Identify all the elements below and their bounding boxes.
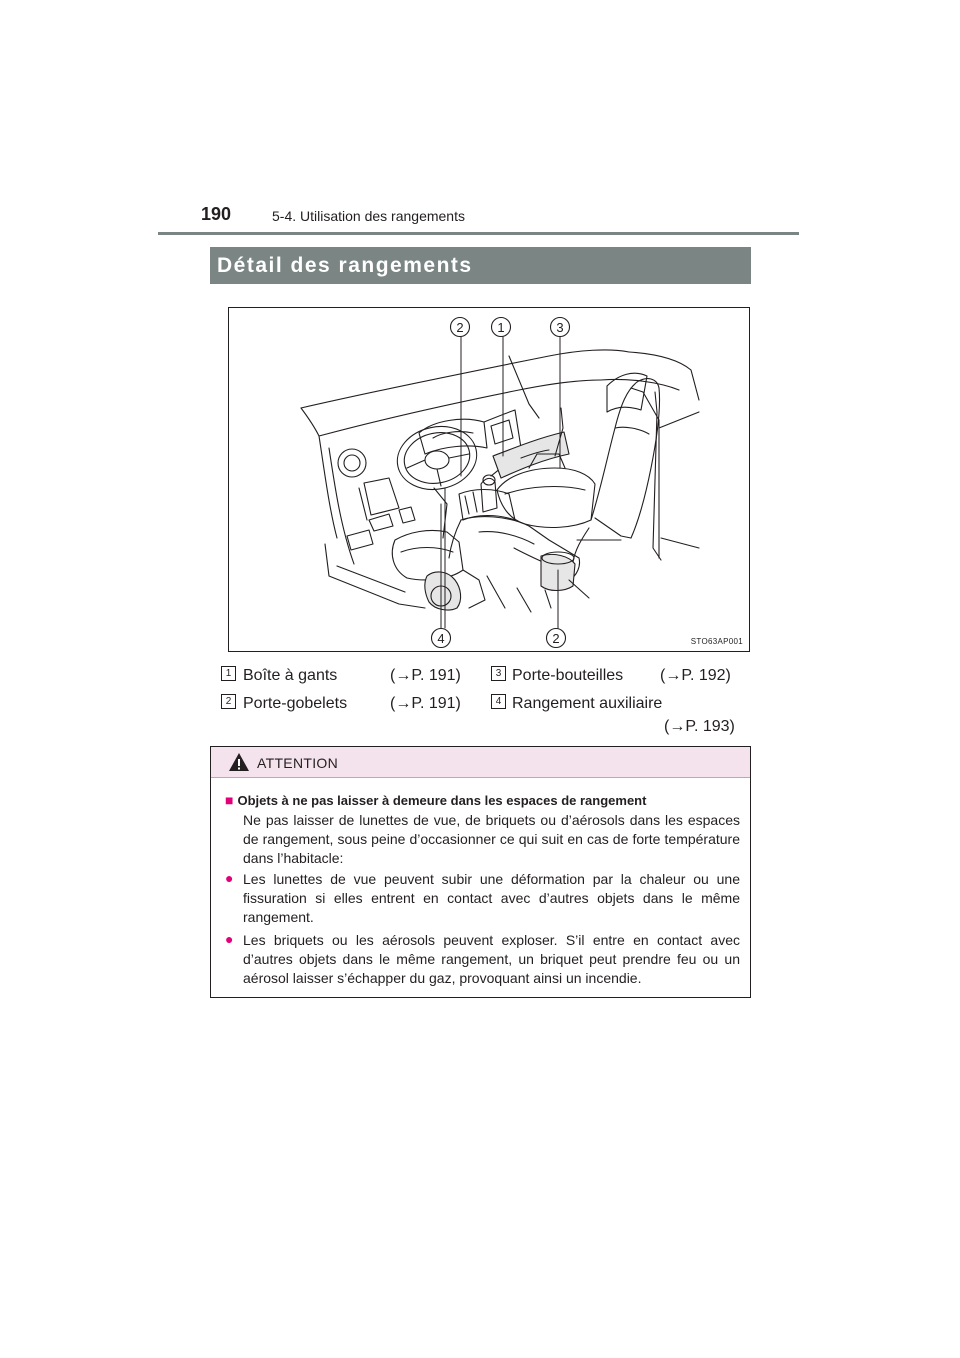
legend-label: Rangement auxiliaire [512,695,663,712]
callout-top-1: 2 [456,320,464,335]
legend-ref: (→P. 191) [390,667,461,684]
legend-ref: (→P. 193) [664,718,735,735]
warning-box [210,746,751,998]
figure-code: STO63AP001 [690,637,743,646]
header-divider [158,232,799,235]
warning-title: ATTENTION [257,755,338,771]
legend-number: 4 [491,694,506,709]
callout-bottom-2: 2 [552,631,560,646]
car-interior-drawing [229,308,750,652]
warning-header [211,747,750,778]
round-bullet-icon: ● [225,870,234,886]
legend-ref: (→P. 191) [390,695,461,712]
interior-illustration [228,307,750,652]
callout-bottom-1: 4 [437,631,445,646]
callout-top-2: 1 [497,320,505,335]
page-number: 190 [201,204,232,224]
warning-bullet: Les lunettes de vue peuvent subir une déformation par la chaleur ou une fissuration si elles entrent en contact avec d’autres objets dans le même rangement. [243,871,740,925]
section-title: Détail des rangements [210,247,751,284]
square-bullet-icon: ■ [225,792,234,808]
warning-subtitle-text: Objets à ne pas laisser à demeure dans les espaces de rangement [237,793,647,808]
warning-subtitle [225,792,646,808]
warning-bullet: Les briquets ou les aérosols peuvent exploser. S’il entre en contact avec d’autres objets dans le même rangement, un briquet peut prendre feu ou un aérosol laisser s’échapper du gaz, provoquant ainsi un incendie. [243,932,740,986]
round-bullet-icon: ● [225,931,234,947]
legend-number: 3 [491,666,506,681]
legend-label: Porte-gobelets [243,695,348,712]
legend-number: 2 [221,694,236,709]
warning-triangle-icon [228,752,250,772]
legend-ref: (→P. 192) [660,667,731,684]
legend-number: 1 [221,666,236,681]
callout-top-3: 3 [556,320,564,335]
warning-intro: Ne pas laisser de lunettes de vue, de briquets ou d’aérosols dans les espaces de rangement, sous peine d’occasionner ce qui suit en cas de forte température dans l’habitacle: [243,812,740,866]
section-label: 5-4. Utilisation des rangements [272,208,465,224]
legend-label: Porte-bouteilles [512,667,624,684]
legend-label: Boîte à gants [243,667,338,684]
